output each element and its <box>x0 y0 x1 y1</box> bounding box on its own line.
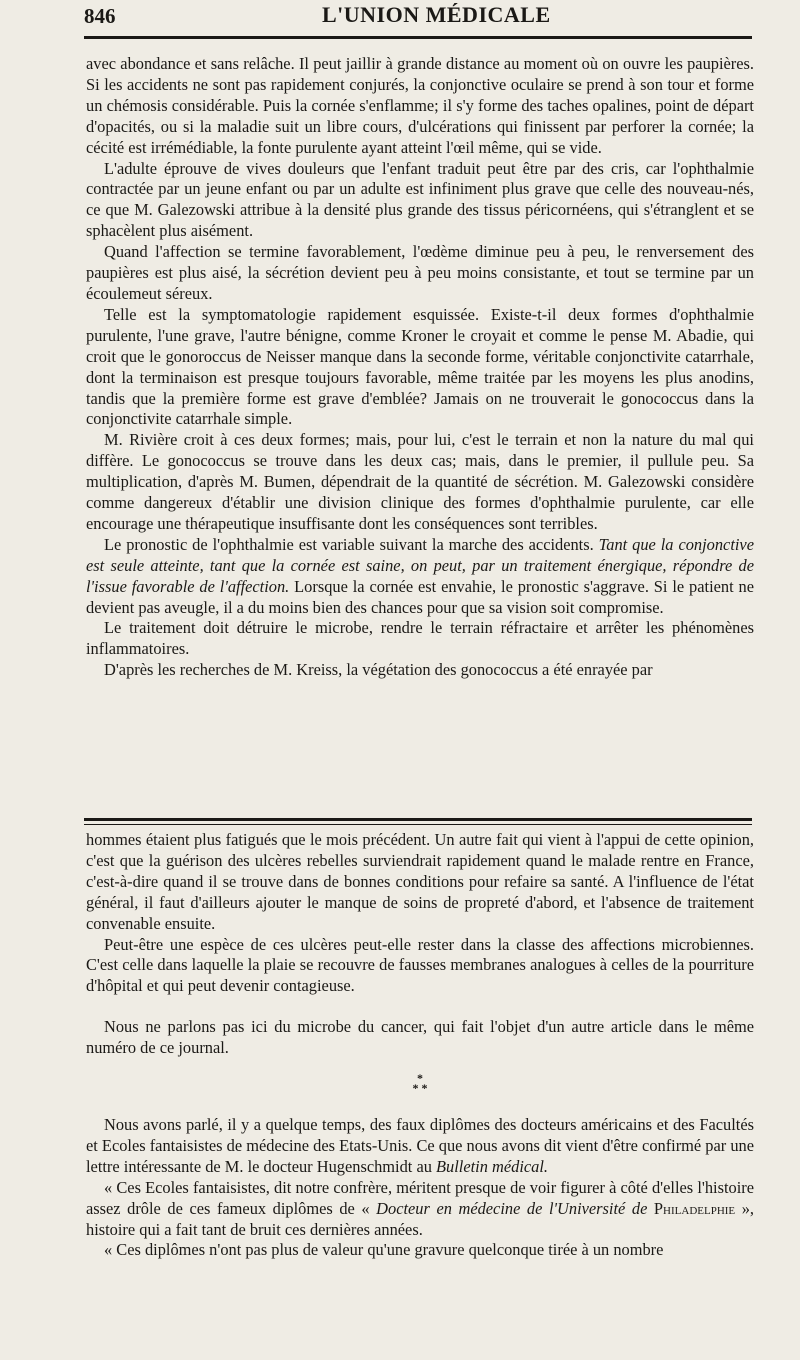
italic-passage: Tant que la conjonctive est seule atteinte, tant que la cornée est saine, on peut, par un traitement énergique, répondre de l'issue favorable de l'affection. <box>86 534 754 596</box>
paragraph: avec abondance et sans relâche. Il peut jaillir à grande distance au moment où on ouvre les paupières. Si les accidents ne sont pas rapidement conjurés, la conjonctive oculaire se prend à son tour et forme un chémosis considérable. Puis la cornée s'enflamme; il s'y forme des taches opalines, point de départ d'opacités, ou si la maladie suit un libre cours, d'ulcérations qui finissent par perforer la cornée; la cécité est irrémédiable, la fonte purulente ayant atteint l'œil même, qui se vide. <box>86 54 754 157</box>
paragraph: Peut-être une espèce de ces ulcères peut-elle rester dans la classe des affections microbiennes. C'est celle dans laquelle la plaie se recouvre de fausses membranes analogues à celles de la pourriture d'hôpital et qui peut devenir contagieuse. <box>86 934 754 996</box>
column-separator-thick <box>84 818 752 821</box>
paragraph <box>86 1115 754 1178</box>
paragraph: L'adulte éprouve de vives douleurs que l'enfant traduit peut être par des cris, car l'ophthalmie contractée par un jeune enfant ou par un adulte est infiniment plus grave que celle des nouveau-nés, ce que M. Galezowski attribue à la densité plus grande des tissus péricornéens, qui s'étranglent et se sphacèlent plus aisément. <box>86 158 754 241</box>
asterism-separator <box>86 1071 754 1096</box>
asterism-line: * * <box>412 1081 428 1096</box>
page-header <box>0 0 800 40</box>
italic-title: Bulletin médical. <box>436 1156 548 1176</box>
paragraph: hommes étaient plus fatigués que le mois précédent. Un autre fait qui vient à l'appui de cette opinion, c'est que la guérison des ulcères rebelles surviendrait rapidement quand le malade rentre en France, c'est-à-dire quand il se trouve dans de bonnes conditions pour refaire sa santé. A l'influence de l'état général, il faut d'ailleurs ajouter le manque de soins de propreté d'abord, et l'absence de traitement convenable ensuite. <box>86 830 754 933</box>
paragraph: « Ces diplômes n'ont pas plus de valeur qu'une gravure quelconque tirée à un nombre <box>104 1240 664 1260</box>
column-separator-thin <box>84 824 752 825</box>
paragraph: Telle est la symptomatologie rapidement esquissée. Existe-t-il deux formes d'ophthalmie purulente, l'une grave, l'autre bénigne, comme Kroner le croyait et comme le pense M. Abadie, qui croit que le gonoroccus de Neisser manque dans la seconde forme, véritable conjonctivite catarrhale, dont la terminaison est presque toujours favorable, même traitée par les moyens les plus anodins, tandis que la première forme est grave d'emblée? Jamais on ne trouverait le gonococcus dans la conjonctivite catarrhale simple. <box>86 304 754 429</box>
paragraph <box>86 1178 754 1241</box>
header-rule <box>84 36 752 39</box>
italic-diploma: Docteur en médecine de l'Université de <box>376 1198 648 1218</box>
text-run: Le pronostic de l'ophthalmie est variable suivant la marche des accidents. <box>104 534 599 554</box>
text-run: Nous avons parlé, il y a quelque temps, des faux diplômes des docteurs américains et des Facultés et Ecoles fantaisistes de médecine des Etats-Unis. Ce que nous avons dit vient d'être confirmé par une lettre intéressante de M. le docteur Hugenschmidt au <box>86 1115 754 1176</box>
journal-title: L'UNION MÉDICALE <box>322 2 551 27</box>
paragraph: Le traitement doit détruire le microbe, rendre le terrain réfractaire et arrêter les phénomènes inflammatoires. <box>86 618 754 659</box>
paragraph-pronostic <box>86 535 754 619</box>
page-number: 846 <box>84 4 116 28</box>
article-ulceres <box>86 830 754 1099</box>
small-caps-city: Philadelphie <box>647 1198 736 1218</box>
paragraph: Quand l'affection se termine favorablement, l'œdème diminue peu à peu, le renversement des paupières est plus aisé, la sécrétion devient peu à peu moins consistante, et tout se termine par un écoulemeut séreux. <box>86 242 754 303</box>
text-run: Lorsque la cornée est envahie, le pronostic s'aggrave. Si le patient ne devient pas aveugle, il a du moins bien des chances pour que sa vision soit compromise. <box>86 576 754 617</box>
text-run: « Ces Ecoles fantaisistes, dit notre confrère, méritent presque de voir figurer à côté d'elles l'histoire assez drôle de ces fameux diplômes de « <box>86 1177 754 1218</box>
article-ophthalmie <box>86 54 754 681</box>
paragraph: M. Rivière croit à ces deux formes; mais, pour lui, c'est le terrain et non la nature du mal qui diffère. Le gonococcus se trouve dans les deux cas; mais, dans le premier, il pullule peu. Sa multiplication, d'après M. Bumen, dépendrait de la quantité de sécrétion. M. Galezowski considère comme dangereux d'établir une division clinique des formes d'ophthalmie purulente, car elle encourage une thérapeutique insuffisante dont les conséquences sont terribles. <box>86 430 754 533</box>
text-run: », histoire qui a fait tant de bruit ces dernières années. <box>86 1198 755 1239</box>
asterism-line: * <box>417 1071 423 1086</box>
paragraph: Nous ne parlons pas ici du microbe du cancer, qui fait l'objet d'un autre article dans le même numéro de ce journal. <box>86 1017 754 1058</box>
article-faux-diplomes <box>86 1115 754 1261</box>
paragraph: D'après les recherches de M. Kreiss, la végétation des gonococcus a été enrayée par <box>104 660 653 680</box>
